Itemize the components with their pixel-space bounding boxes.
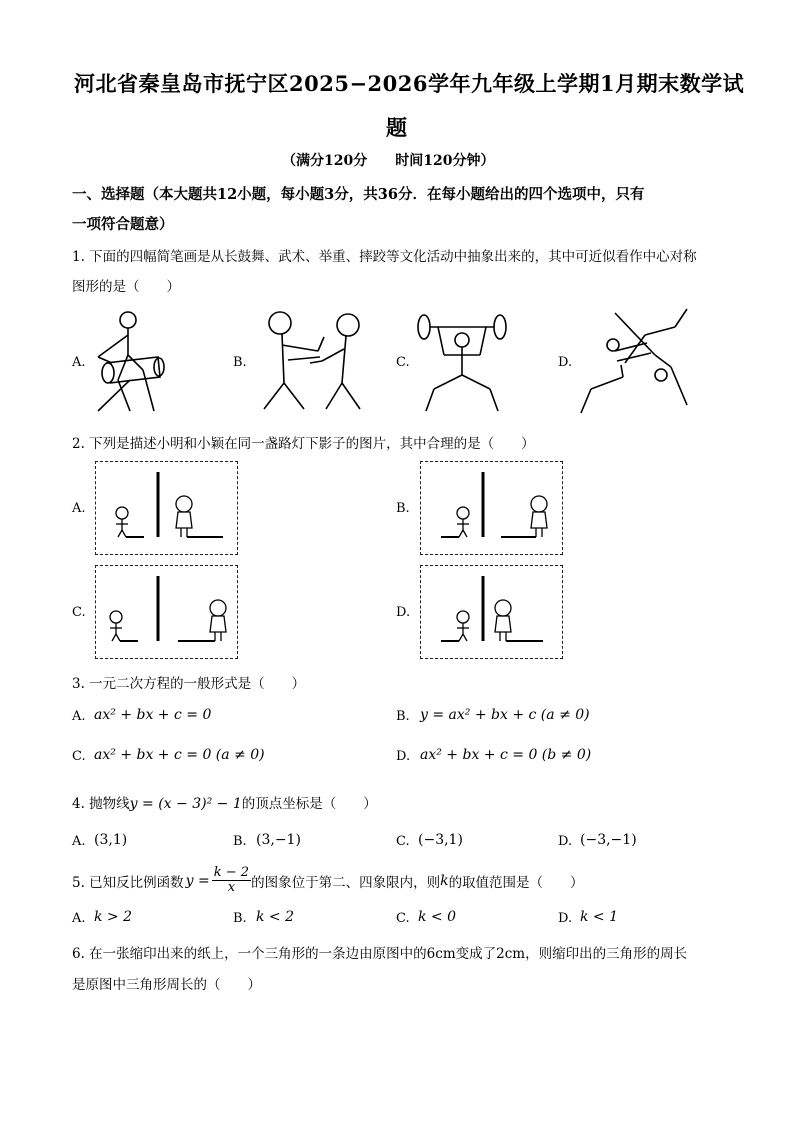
q3-option-a-formula[interactable]: ax² + bx + c = 0 [94, 707, 212, 723]
q1-figure-c-weightlifting[interactable] [412, 305, 512, 417]
q3-option-a-label: A. [72, 709, 86, 724]
q5-option-d-label: D. [558, 911, 573, 926]
q3-option-c-formula[interactable]: ax² + bx + c = 0 (a ≠ 0) [94, 747, 265, 763]
q1-option-d-label: D. [558, 355, 573, 370]
question-4-formula: y = (x − 3)² − 1 [129, 796, 242, 812]
q5-option-b-label: B. [233, 911, 247, 926]
q2-option-b-label: B. [396, 501, 410, 516]
q3-option-b-label: B. [396, 709, 410, 724]
q5-option-a-label: A. [72, 911, 86, 926]
exam-subtitle: （满分120分 时间120分钟） [282, 153, 495, 169]
q3-option-b-formula[interactable]: y = ax² + bx + c (a ≠ 0) [420, 707, 590, 723]
question-1-text-continued: 图形的是（ ） [72, 279, 180, 295]
q2-figure-d-scene [421, 566, 562, 658]
question-5-fraction [212, 866, 251, 895]
q5-option-c-value[interactable]: k < 0 [418, 909, 457, 925]
q2-figure-d-frame[interactable] [420, 565, 563, 659]
q2-option-a-label: A. [72, 501, 86, 516]
q5-option-d-value[interactable]: k < 1 [580, 909, 619, 925]
q5-option-b-value[interactable]: k < 2 [256, 909, 295, 925]
question-5-suffix: 的取值范围是（ ） [448, 874, 584, 891]
q4-option-d-value[interactable]: (−3,−1) [580, 832, 637, 848]
q1-option-a-label: A. [72, 355, 86, 370]
q1-option-c-label: C. [396, 355, 410, 370]
question-5-text [72, 866, 584, 895]
question-5-variable: k [440, 872, 449, 889]
page-title: 河北省秦皇岛市抚宁区2025−2026学年九年级上学期1月期末数学试 [74, 71, 745, 96]
q2-figure-a-scene [96, 462, 237, 554]
q5-option-c-label: C. [396, 911, 410, 926]
question-6-text-continued: 是原图中三角形周长的（ ） [72, 977, 261, 993]
q2-figure-b-scene [421, 462, 562, 554]
q5-option-a-value[interactable]: k > 2 [94, 909, 133, 925]
question-2-text: 2. 下列是描述小明和小颖在同一盏路灯下影子的图片，其中合理的是（ ） [72, 436, 535, 452]
question-4-suffix: 的顶点坐标是（ ） [241, 796, 377, 812]
question-1-text: 1. 下面的四幅简笔画是从长鼓舞、武术、举重、摔跤等文化活动中抽象出来的，其中可近似看作中心对称 [72, 249, 697, 265]
q3-option-c-label: C. [72, 749, 86, 764]
question-5-prefix: 5. 已知反比例函数 [72, 874, 184, 891]
q3-option-d-formula[interactable]: ax² + bx + c = 0 (b ≠ 0) [420, 747, 592, 763]
q2-figure-a-frame[interactable] [95, 461, 238, 555]
q4-option-c-value[interactable]: (−3,1) [418, 832, 463, 848]
page-title-continued: 题 [386, 115, 408, 140]
q2-figure-c-frame[interactable] [95, 565, 238, 659]
q1-figure-b-martial-arts[interactable] [250, 305, 390, 417]
question-4-prefix: 4. 抛物线 [72, 796, 130, 812]
q1-figure-a-drum-dance[interactable] [88, 305, 168, 417]
q2-option-d-label: D. [396, 605, 411, 620]
question-6-text: 6. 在一张缩印出来的纸上，一个三角形的一条边由原图中的6cm变成了2cm，则缩印出的三角形的周长 [72, 946, 688, 962]
q3-option-d-label: D. [396, 749, 411, 764]
q1-figure-d-wrestling[interactable] [575, 305, 695, 417]
question-5-formula-lhs: y = [185, 872, 210, 889]
q4-option-b-value[interactable]: (3,−1) [256, 832, 301, 848]
q4-option-a-value[interactable]: (3,1) [94, 832, 128, 848]
question-5-fraction-denominator: x [227, 880, 236, 895]
question-5-middle: 的图象位于第二、四象限内，则 [251, 874, 441, 891]
section-heading: 一、选择题（本大题共12小题，每小题3分，共36分．在每小题给出的四个选项中，只有 [72, 186, 645, 203]
q2-figure-c-scene [96, 566, 237, 658]
q2-option-c-label: C. [72, 605, 86, 620]
q4-option-d-label: D. [558, 834, 573, 849]
question-5-fraction-numerator: k − 2 [213, 865, 250, 880]
q4-option-a-label: A. [72, 834, 86, 849]
q2-figure-b-frame[interactable] [420, 461, 563, 555]
question-4-text [72, 792, 377, 812]
q4-option-b-label: B. [233, 834, 247, 849]
question-3-text: 3. 一元二次方程的一般形式是（ ） [72, 676, 306, 692]
q1-option-b-label: B. [233, 355, 247, 370]
section-heading-continued: 一项符合题意） [72, 216, 174, 233]
q4-option-c-label: C. [396, 834, 410, 849]
